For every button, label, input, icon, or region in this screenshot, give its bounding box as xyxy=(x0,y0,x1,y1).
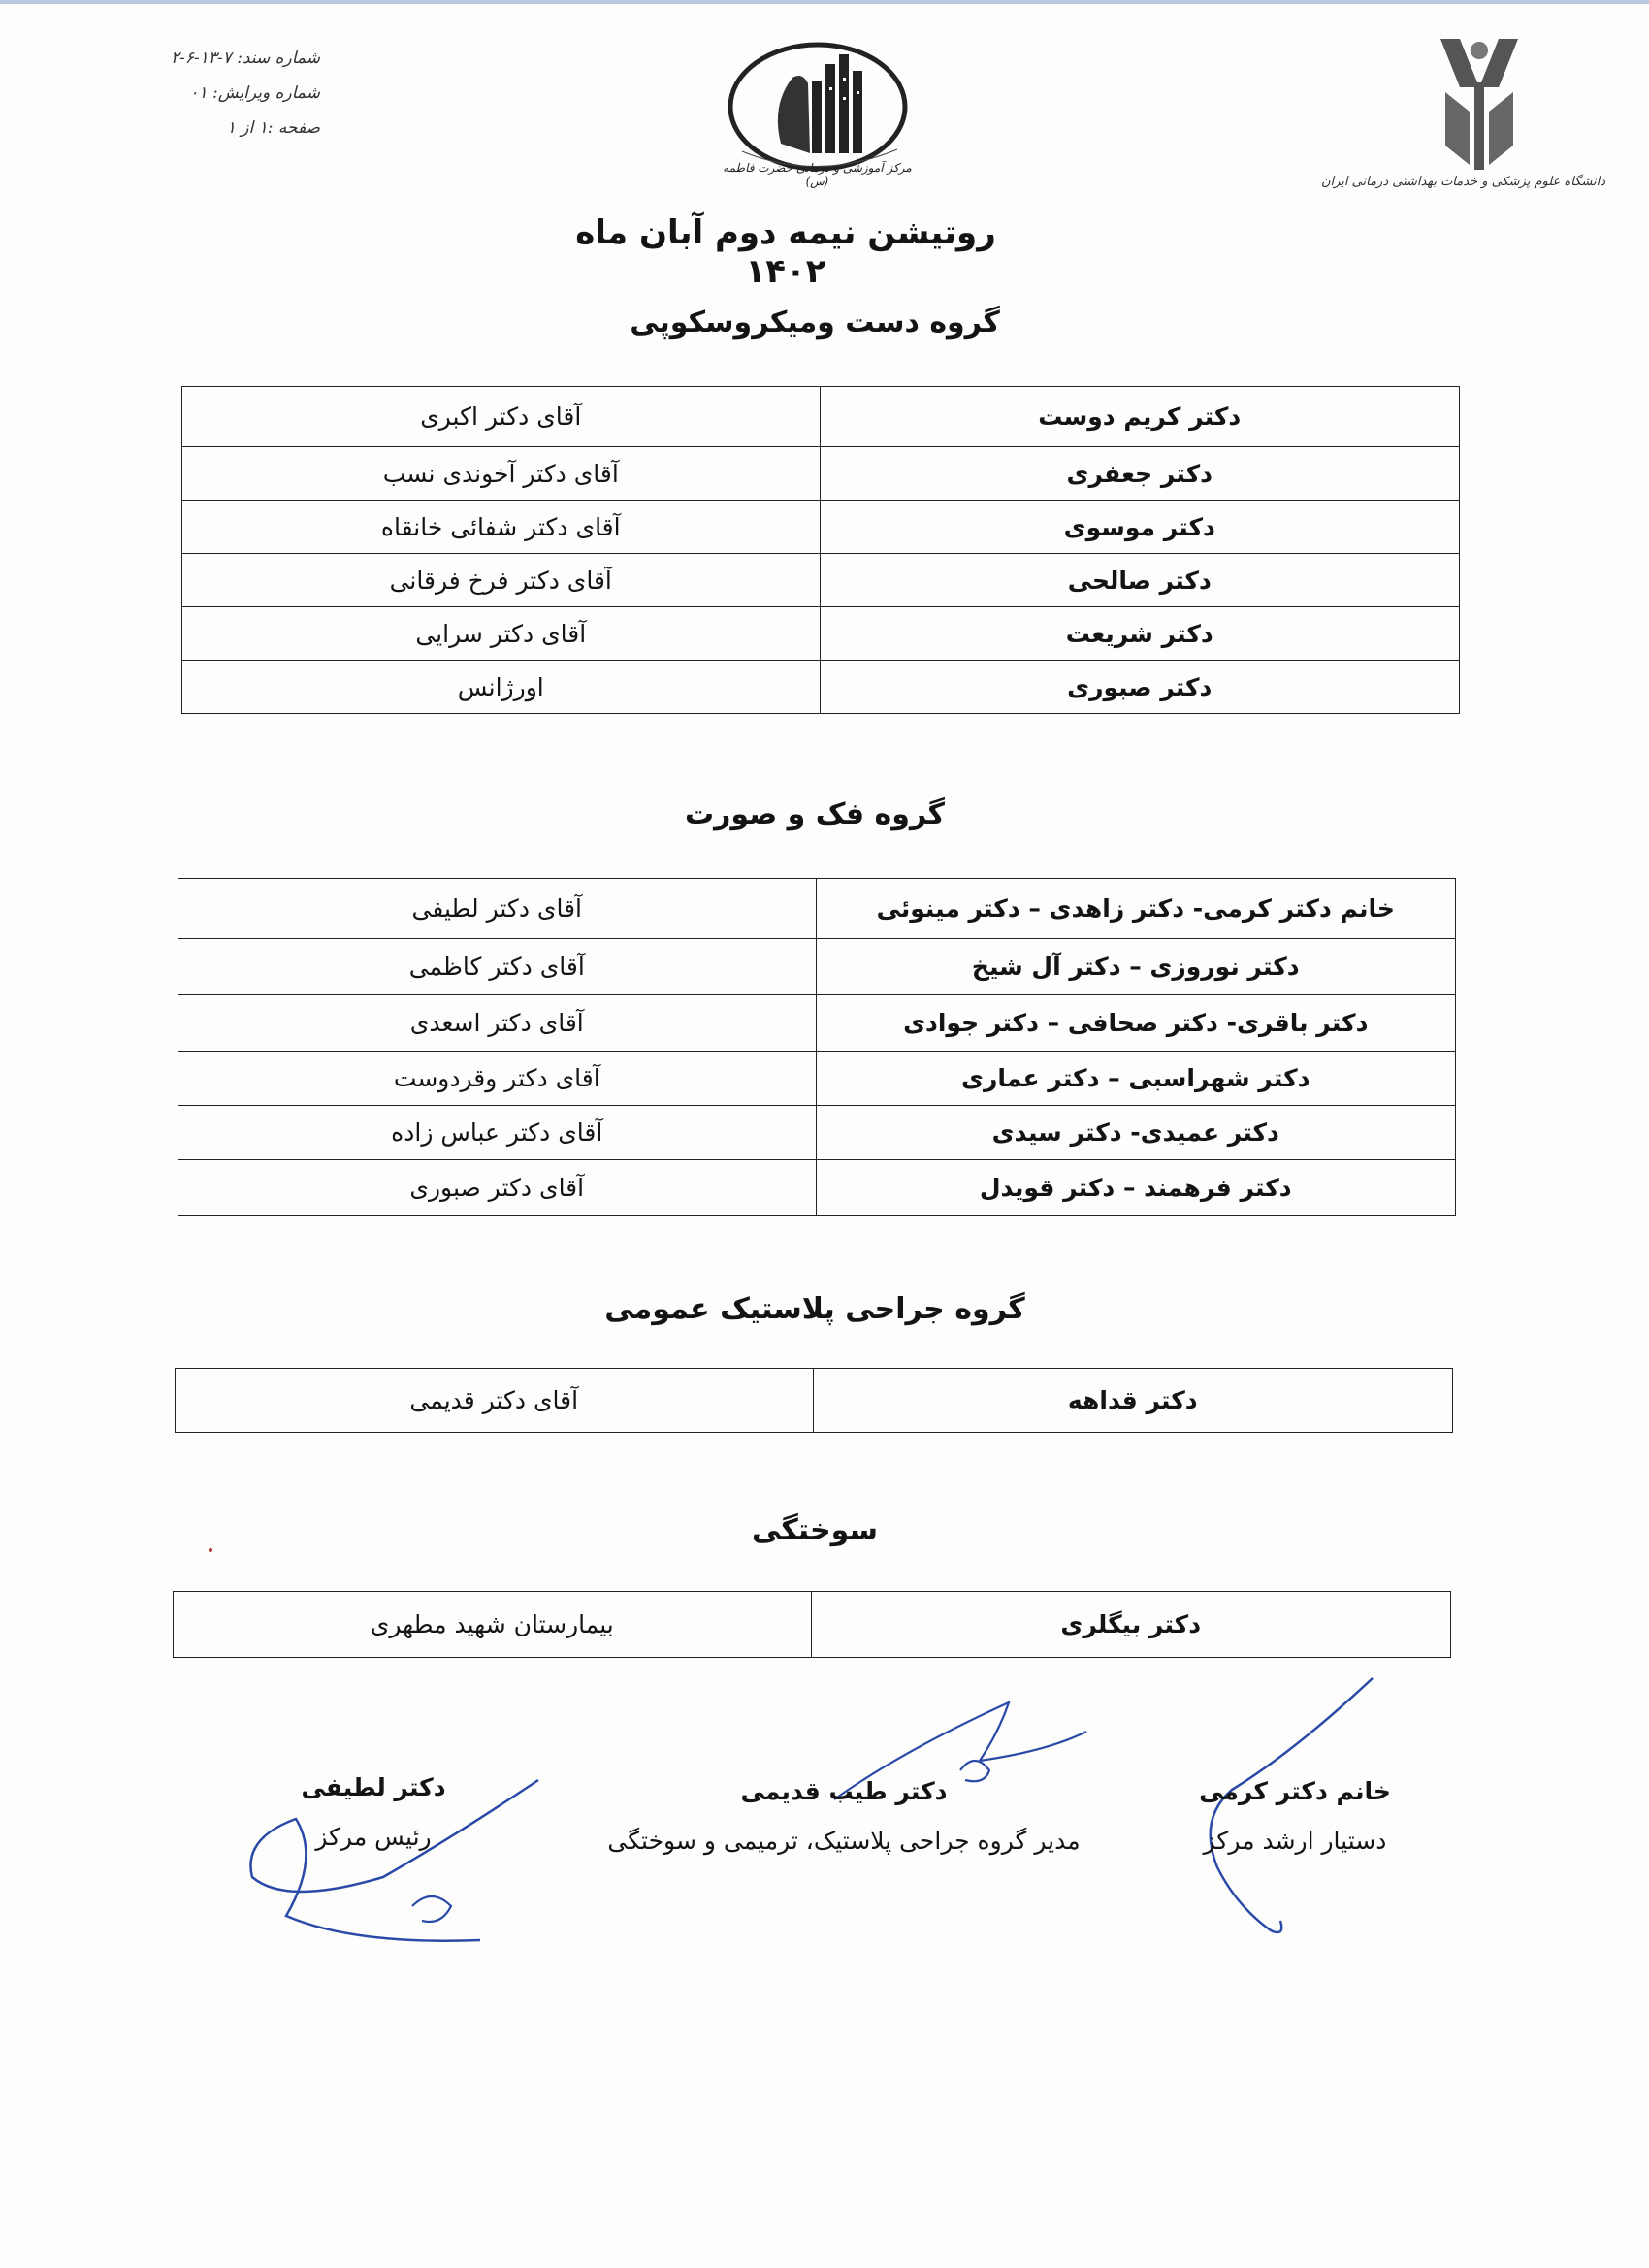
hospital-logo xyxy=(713,27,922,192)
section-title-hand: گروه دست ومیکروسکوپی xyxy=(630,306,1000,340)
university-logo xyxy=(1320,29,1605,209)
doc-number: شماره سند: ۷-۱۳-۶-۲ xyxy=(170,49,320,68)
signatory-role: مدیر گروه جراحی پلاستیک، ترمیمی و سوختگی xyxy=(607,1827,1081,1855)
university-logo-text: دانشگاه علوم پزشکی و خدمات بهداشتی درمانی ایران xyxy=(1320,175,1605,189)
attending-cell: بیمارستان شهید مطهری xyxy=(174,1592,812,1658)
table-row xyxy=(182,607,1460,661)
signatory-role: رئیس مرکز xyxy=(315,1823,432,1851)
section-title-burn: سوختگی xyxy=(752,1513,878,1547)
signatory-ghadimi xyxy=(553,1777,1135,1855)
signatory-role: دستیار ارشد مرکز xyxy=(1203,1827,1387,1855)
attending-cell: آقای دکتر آخوندی نسب xyxy=(182,447,821,501)
table-row xyxy=(178,1052,1456,1106)
table-row xyxy=(182,501,1460,554)
table-row xyxy=(182,387,1460,447)
table-row xyxy=(178,939,1456,995)
resident-cell: دکتر فرهمند – دکتر قویدل xyxy=(816,1160,1456,1216)
rotation-table-burn xyxy=(173,1591,1451,1658)
resident-cell: دکتر بیگلری xyxy=(811,1592,1451,1658)
attending-cell: اورژانس xyxy=(182,661,821,714)
resident-cell: دکتر شریعت xyxy=(820,607,1460,661)
signatory-karami xyxy=(1164,1777,1426,1855)
table-row xyxy=(182,447,1460,501)
hospital-logo-text: مرکز آموزشی و درمانی حضرت فاطمه (س) xyxy=(723,161,912,188)
resident-cell: دکتر عمیدی- دکتر سیدی xyxy=(816,1106,1456,1160)
resident-cell: دکتر موسوی xyxy=(820,501,1460,554)
scan-top-edge xyxy=(0,0,1649,4)
attending-cell: آقای دکتر صبوری xyxy=(178,1160,817,1216)
signatory-name: دکتر لطیفی xyxy=(301,1773,446,1801)
resident-cell: دکتر قداهه xyxy=(813,1369,1453,1433)
resident-cell: دکتر شهراسبی – دکتر عماری xyxy=(816,1052,1456,1106)
section-title-maxillofacial: گروه فک و صورت xyxy=(684,797,946,831)
resident-cell: خانم دکتر کرمی- دکتر زاهدی – دکتر مینوئی xyxy=(816,879,1456,939)
table-row xyxy=(178,1160,1456,1216)
table-row xyxy=(174,1592,1451,1658)
signatory-latifi xyxy=(262,1773,485,1851)
signatory-name: خانم دکتر کرمی xyxy=(1199,1777,1391,1805)
page-number: صفحه :۱ از ۱ xyxy=(226,118,320,138)
table-row xyxy=(178,1106,1456,1160)
rotation-table-hand xyxy=(181,386,1460,714)
attending-cell: آقای دکتر فرخ فرقانی xyxy=(182,554,821,607)
attending-cell: آقای دکتر سرایی xyxy=(182,607,821,661)
attending-cell: آقای دکتر کاظمی xyxy=(178,939,817,995)
table-row xyxy=(182,661,1460,714)
document-meta xyxy=(68,41,320,146)
attending-cell: آقای دکتر قدیمی xyxy=(176,1369,814,1433)
table-row xyxy=(178,879,1456,939)
attending-cell: آقای دکتر عباس زاده xyxy=(178,1106,817,1160)
rotation-table-maxillofacial xyxy=(178,878,1456,1216)
table-row xyxy=(182,554,1460,607)
resident-cell: دکتر صبوری xyxy=(820,661,1460,714)
section-title-general-plastic: گروه جراحی پلاستیک عمومی xyxy=(604,1292,1025,1326)
scan-speck xyxy=(209,1548,212,1552)
page-title: روتیشن نیمه دوم آبان ماه ۱۴۰۲ xyxy=(575,213,996,291)
signatory-name: دکتر طیب قدیمی xyxy=(740,1777,948,1805)
attending-cell: آقای دکتر لطیفی xyxy=(178,879,817,939)
resident-cell: دکتر باقری- دکتر صحافی – دکتر جوادی xyxy=(816,995,1456,1052)
revision-number: شماره ویرایش: ۰۱ xyxy=(189,83,320,103)
attending-cell: آقای دکتر شفائی خانقاه xyxy=(182,501,821,554)
attending-cell: آقای دکتر اسعدی xyxy=(178,995,817,1052)
attending-cell: آقای دکتر اکبری xyxy=(182,387,821,447)
resident-cell: دکتر صالحی xyxy=(820,554,1460,607)
rotation-table-general-plastic xyxy=(175,1368,1453,1433)
table-row xyxy=(178,995,1456,1052)
table-row xyxy=(176,1369,1453,1433)
attending-cell: آقای دکتر وقردوست xyxy=(178,1052,817,1106)
resident-cell: دکتر جعفری xyxy=(820,447,1460,501)
resident-cell: دکتر کریم دوست xyxy=(820,387,1460,447)
resident-cell: دکتر نوروزی – دکتر آل شیخ xyxy=(816,939,1456,995)
